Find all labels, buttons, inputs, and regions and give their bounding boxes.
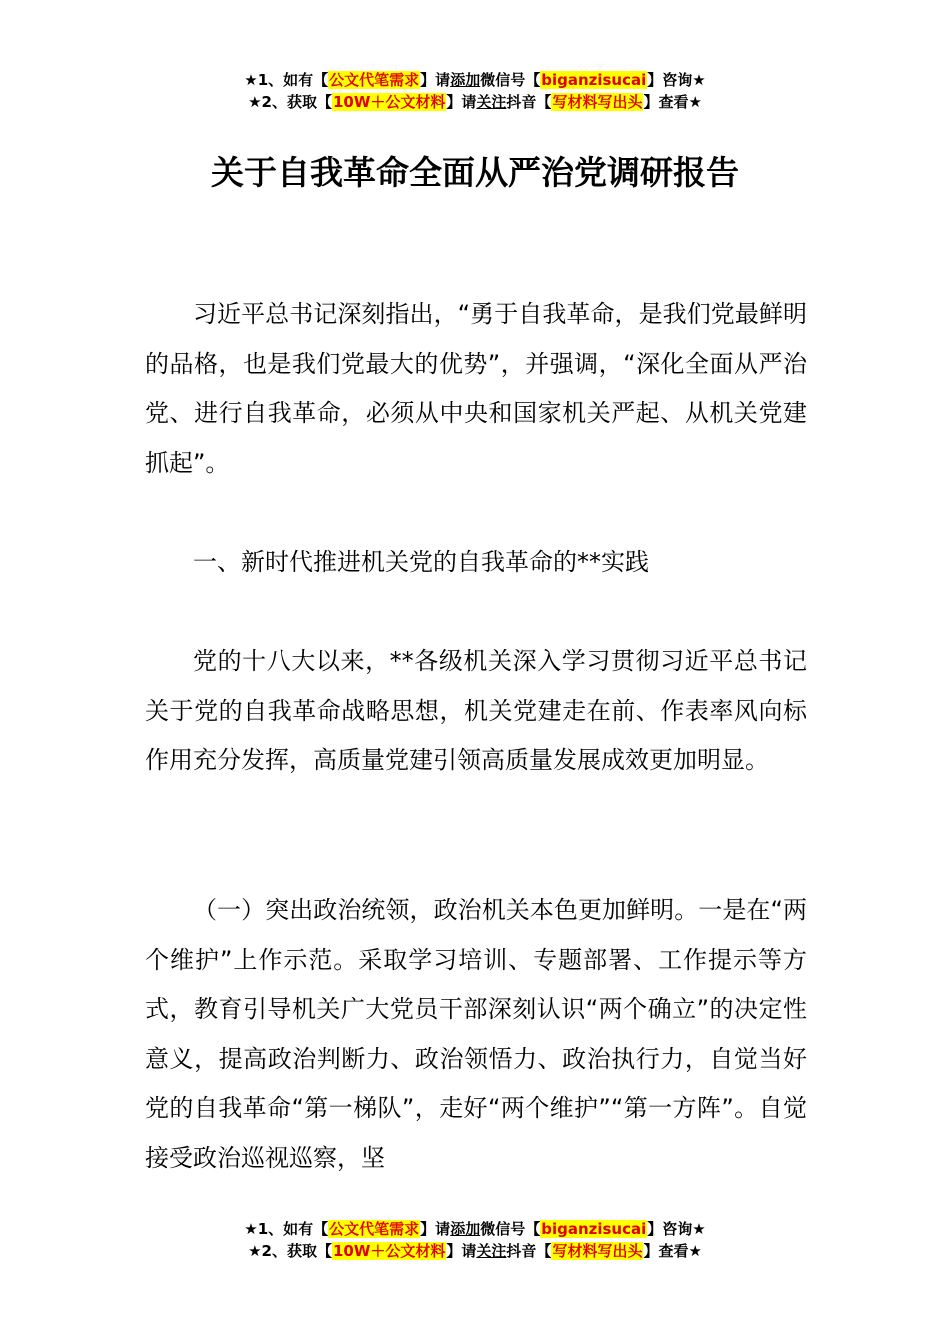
promo-highlight-materials: 10W＋公文材料 (332, 1242, 446, 1260)
promo-highlight-douyin: 写材料写出头 (552, 1242, 643, 1260)
promo-footer (0, 1218, 950, 1262)
paragraph-section-1: 党的十八大以来，**各级机关深入学习贯彻习近平总书记关于党的自我革命战略思想，机关党建走在前、作表率风向标作用充分发挥，高质量党建引领高质量发展成效更加明显。 (145, 647, 807, 774)
promo-highlight-wechat-id: biganzisucai (541, 71, 647, 89)
promo-highlight-wechat-id: biganzisucai (541, 1220, 647, 1238)
promo-header (0, 69, 950, 113)
promo-line-2: ★2、获取【10W＋公文材料】请关注抖音【写材料写出头】查看★ (248, 93, 702, 111)
section-heading-1: 一、新时代推进机关党的自我革命的**实践 (193, 548, 649, 576)
promo-line-1: ★1、如有【公文代笔需求】请添加微信号【biganzisucai】咨询★ (244, 71, 706, 89)
promo-line-1: ★1、如有【公文代笔需求】请添加微信号【biganzisucai】咨询★ (244, 1220, 706, 1238)
promo-highlight-ghostwriting: 公文代笔需求 (329, 71, 420, 89)
promo-highlight-douyin: 写材料写出头 (552, 93, 643, 111)
document-title: 关于自我革命全面从严治党调研报告 (211, 153, 739, 192)
paragraph-intro: 习近平总书记深刻指出，“勇于自我革命，是我们党最鲜明的品格，也是我们党最大的优势”，并强调，“深化全面从严治党、进行自我革命，必须从中央和国家机关严起、从机关党建抓起”。 (145, 300, 807, 477)
paragraph-subsection-1: （一）突出政治统领，政治机关本色更加鲜明。一是在“两个维护”上作示范。采取学习培训、专题部署、工作提示等方式，教育引导机关广大党员干部深刻认识“两个确立”的决定性意义，提高政治判断力、政治领悟力、政治执行力，自觉当好党的自我革命“第一梯队”，走好“两个维护”“第一方阵”。自觉接受政治巡视巡察，坚 (145, 896, 807, 1172)
promo-highlight-materials: 10W＋公文材料 (332, 93, 446, 111)
promo-line-2: ★2、获取【10W＋公文材料】请关注抖音【写材料写出头】查看★ (248, 1242, 702, 1260)
promo-highlight-ghostwriting: 公文代笔需求 (329, 1220, 420, 1238)
